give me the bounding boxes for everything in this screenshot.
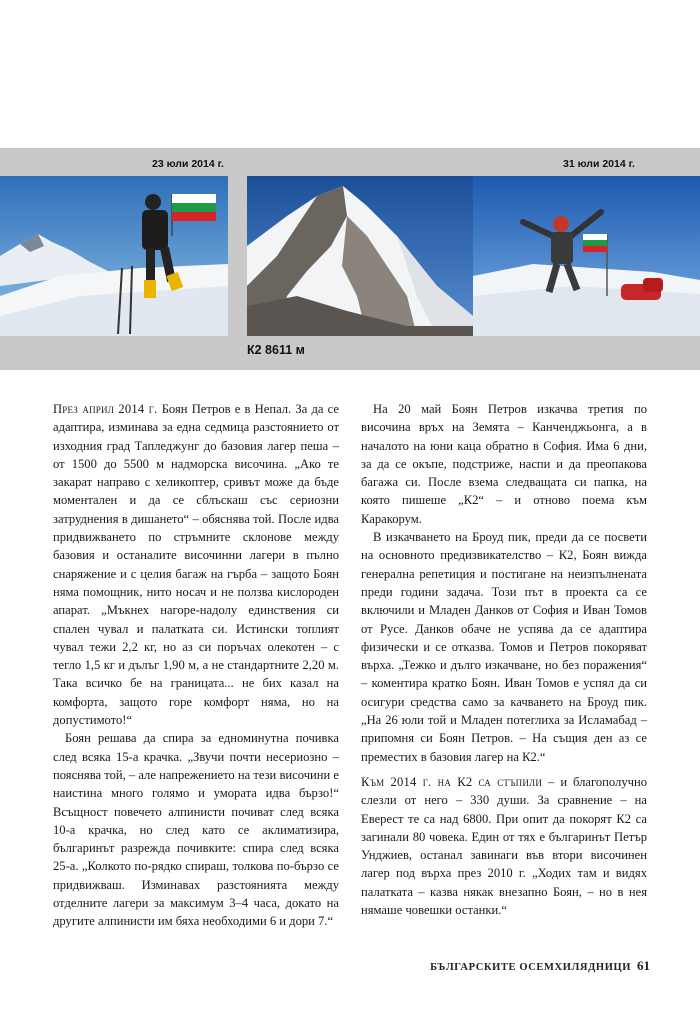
page-footer [430,958,650,974]
paragraph-broad-peak: В изкачването на Броуд пик, преди да се посвети на основното предизвикателство – К2, Боян вижда генерална репетиция и постигане на неизпълнената преди години задача. Този път в проекта са се включили и Младен Данков от София и Иван Томов от Русе. Данков обаче не успява да се адаптира физически и се отказва. Томов и Петров покоряват върха. „Тежко и дълго изкачване, но без поражения“ – коментира кратко Боян. Иван Томов е успял да си осигури средства само за качването на Броуд пик. „На 26 юли той и Младен потеглиха за Исламабад – припомня си Боян Петров. – На същия ден аз се преместих в базовия лагер на К2.“ [361,530,647,764]
right-photo-date: 31 юли 2014 г. [563,158,635,170]
left-text-column [53,400,339,931]
paragraph-kanchenjunga: На 20 май Боян Петров изкачва третия по височина връх на Земята – Канченджьонга, а в началото на юни каца обратно в София. Има 6 дни, за да се окъпе, подстриже, наспи и да преопакова багажа си. После взема следващата си папка, на която пишеше „К2“ – и отново поема към Каракорум. [361,402,647,526]
photo-climber-flag [0,176,228,336]
right-text-column [361,400,647,919]
lead-in: През април 2014 г. [53,402,158,416]
running-title: БЪЛГАРСКИТЕ ОСЕМХИЛЯДНИЦИ [430,962,631,973]
k2-photo-label: К2 8611 м [247,343,305,357]
lead-in: Към 2014 г. на К2 са стъпили [361,774,543,789]
paragraph-april-2014: През април 2014 г. Боян Петров е в Непал. За да се адаптира, изминава за една седмица разстоянието от изходния град Тапледжунг до базовия лагер пеша – от 1500 до 5500 м надморска височина. „Ако те закарат направо с хеликоптер, сривът може да бъде моментален и да се сблъскаш със сериозни затруднения в дишането“ – обяснява той. После идва придвижването по стръмните склонове между базовия и останалите височинни лагери в пълно снаряжение и с целия багаж на гърба – защото Боян няма помощник, нито носач и не ползва кислороден апарат. „Мъкнех нагоре-надолу единствения си спален чувал и палатката си. Истински топлият чувал тежи 2,2 кг, но аз си поръчах олекотен – с тегло 1,5 кг и дълъг 1,90 м, а не стандартните 2,20 м. Така всичко бе на границата... не бих казал на комфорта, защото горе комфорт няма, но на допустимото!“ [53,402,339,728]
paragraph-k2-statistics: Към 2014 г. на К2 са стъпили – и благополучно слезли от него – 330 души. За сравнение – на Еверест те са над 6800. При опит да покорят К2 са загинали 80 човека. Един от тях е българинът Петър Унджиев, останал завинаги във втори височинен лагер под върха през 2010 г. „Ходих там и видях палатката – казва някак внезапно Боян, – но в нея нямаше човешки останки.“ [361,774,647,918]
paragraph-rest-steps: Боян решава да спира за едноминутна почивка след всяка 15-а крачка. „Звучи почти несериозно – пояснява той, – але напрежението на тези височини е наистина много голямо и умората идва бързо!“ Всъщност повечето алпинисти почиват след всяка 10-а крачка, но след като се аклиматизира, българинът разрежда почивките: спира след всяка 25-а. „Колкото по-рядко спираш, толкова по-бързо се придвижваш. Изминавах разстоянията между отделните лагери за максимум 3–4 часа, докато на другите алпинисти им бяха необходими 6 и дори 7.“ [53,731,339,929]
photo-summit-celebration [473,176,700,336]
photo-k2-mountain [247,176,473,336]
page-number: 61 [637,958,650,973]
left-photo-date: 23 юли 2014 г. [152,158,224,170]
